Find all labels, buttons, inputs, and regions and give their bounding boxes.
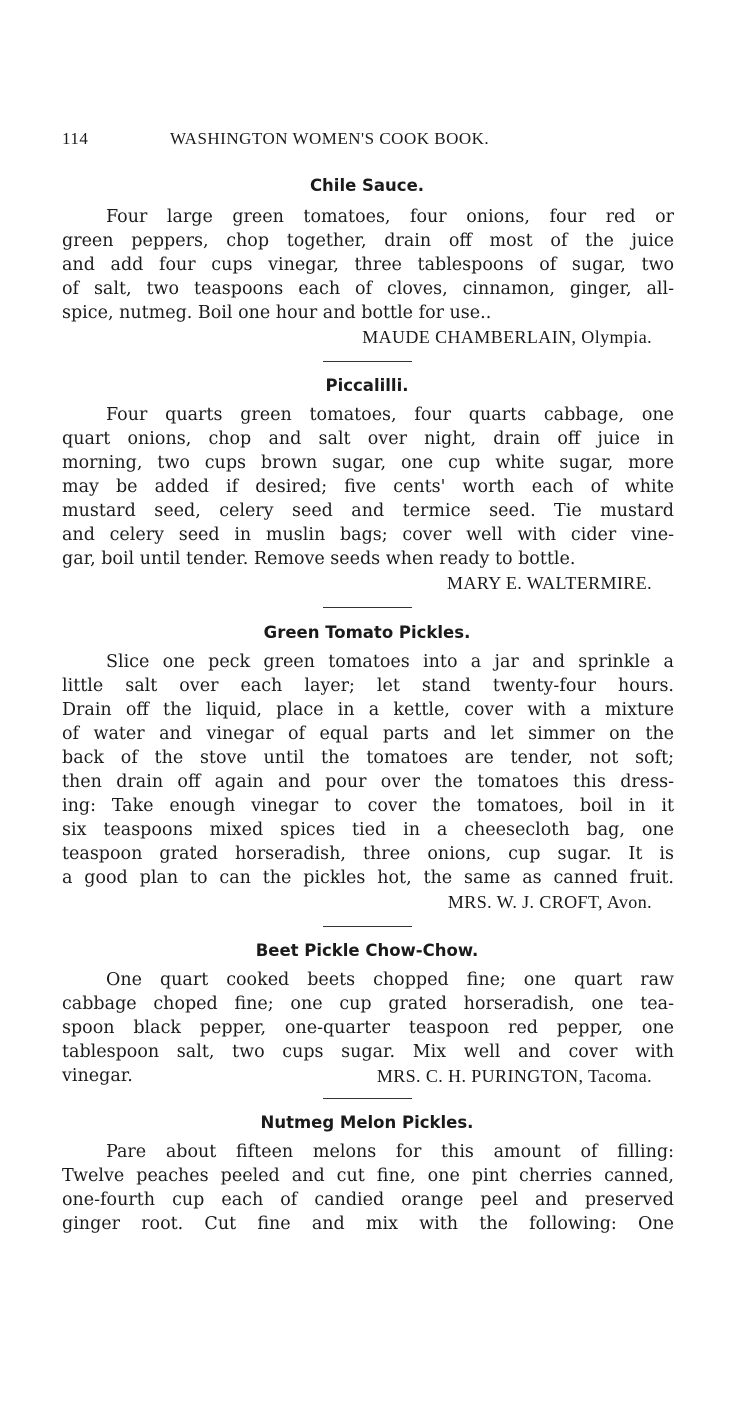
recipe-author: MRS. W. J. CROFT, Avon. [447, 892, 652, 912]
recipe-line: vinegar. [62, 1066, 133, 1086]
running-title: WASHINGTON WOMEN'S COOK BOOK. [170, 129, 490, 148]
recipe-line: ing: Take enough vinegar to cover the tomatoes, boil in it [62, 796, 674, 816]
recipe-line: spoon black pepper, one-quarter teaspoon red pepper, one [62, 1018, 674, 1038]
recipe-line: back of the stove until the tomatoes are tender, not soft; [62, 748, 674, 768]
recipe-line: may be added if desired; five cents' worth each of white [62, 477, 674, 497]
recipe-line: quart onions, chop and salt over night, drain off juice in [62, 429, 674, 449]
recipe-title-beet-pickle-chow-chow: Beet Pickle Chow-Chow. [255, 941, 479, 960]
recipe-line: Slice one peck green tomatoes into a jar and sprinkle a [106, 652, 674, 672]
recipe-title-chile-sauce: Chile Sauce. [309, 176, 425, 195]
recipe-line: teaspoon grated horseradish, three onions, cup sugar. It is [62, 844, 674, 864]
recipe-title-green-tomato-pickles: Green Tomato Pickles. [263, 623, 471, 642]
recipe-line: spice, nutmeg. Boil one hour and bottle for use.. [62, 303, 492, 323]
recipe-line: Twelve peaches peeled and cut fine, one pint cherries canned, [62, 1166, 674, 1186]
recipe-line: little salt over each layer; let stand twenty-four hours. [62, 676, 674, 696]
recipe-line: one-fourth cup each of candied orange peel and preserved [62, 1190, 674, 1210]
recipe-author: MARY E. WALTERMIRE. [447, 573, 652, 593]
recipe-line: and celery seed in muslin bags; cover well with cider vine- [62, 525, 674, 545]
section-divider [323, 1098, 412, 1099]
recipe-line: mustard seed, celery seed and termice seed. Tie mustard [62, 501, 674, 521]
recipe-line: One quart cooked beets chopped fine; one quart raw [106, 970, 674, 990]
page-number: 114 [62, 129, 89, 148]
section-divider [323, 607, 412, 608]
recipe-line: cabbage choped fine; one cup grated horseradish, one tea- [62, 994, 674, 1014]
recipe-author: MAUDE CHAMBERLAIN, Olympia. [362, 327, 652, 347]
page-header [62, 129, 672, 151]
recipe-line: green peppers, chop together, drain off most of the juice [62, 231, 674, 251]
recipe-author: MRS. C. H. PURINGTON, Tacoma. [376, 1066, 652, 1086]
recipe-line: ginger root. Cut fine and mix with the following: One [62, 1214, 674, 1234]
section-divider [323, 361, 412, 362]
recipe-line: six teaspoons mixed spices tied in a cheesecloth bag, one [62, 820, 674, 840]
recipe-line: Four large green tomatoes, four onions, four red or [106, 207, 674, 227]
recipe-line: a good plan to can the pickles hot, the same as canned fruit. [62, 868, 674, 888]
recipe-line: then drain off again and pour over the tomatoes this dress- [62, 772, 674, 792]
recipe-title-nutmeg-melon-pickles: Nutmeg Melon Pickles. [260, 1113, 474, 1132]
recipe-line: morning, two cups brown sugar, one cup white sugar, more [62, 453, 674, 473]
recipe-line: Four quarts green tomatoes, four quarts cabbage, one [106, 405, 674, 425]
recipe-line: gar, boil until tender. Remove seeds when ready to bottle. [62, 549, 576, 569]
recipe-title-piccalilli: Piccalilli. [325, 376, 409, 395]
section-divider [323, 926, 412, 927]
recipe-line: Drain off the liquid, place in a kettle, cover with a mixture [62, 700, 674, 720]
recipe-line: Pare about fifteen melons for this amount of filling: [106, 1142, 674, 1162]
recipe-line: of salt, two teaspoons each of cloves, cinnamon, ginger, all- [62, 279, 674, 299]
recipe-line: of water and vinegar of equal parts and let simmer on the [62, 724, 674, 744]
recipe-line: and add four cups vinegar, three tablespoons of sugar, two [62, 255, 674, 275]
recipe-line: tablespoon salt, two cups sugar. Mix well and cover with [62, 1042, 674, 1062]
